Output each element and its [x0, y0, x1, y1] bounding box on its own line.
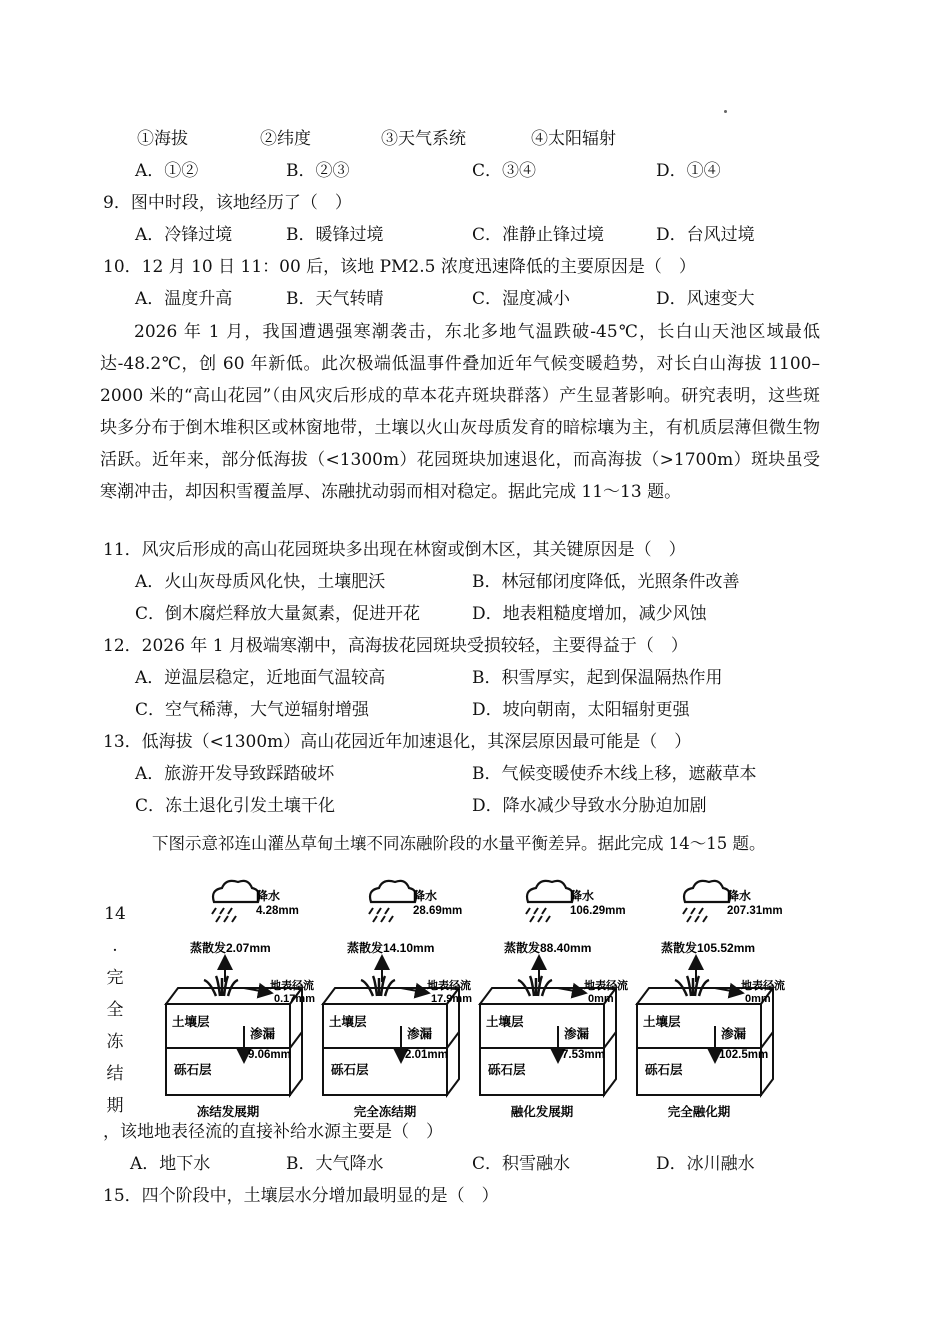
runoff-value: 0mm [745, 993, 771, 1005]
q13-stem: 13．低海拔（<1300m）高山花园近年加速退化，其深层原因最可能是（ ） [103, 732, 692, 752]
panel-2 [323, 881, 472, 1119]
soil-layer-label: 土壤层 [329, 1015, 367, 1029]
q14-stem-char: 冻 [106, 1032, 124, 1052]
passage-text: 2026 年 1 月，我国遭遇强寒潮袭击，东北多地气温跌破-45℃，长白山天池区域最低达-48.2℃，创 60 年新低。此次极端低温事件叠加近年气候变暖趋势，对长白山海拔 1100–2000 米的“高山花园”（由风灾后形成的草本花卉斑块群落）产生显著影响。研究表明，这些斑块多分布于倒木堆积区或林窗地带，土壤以火山灰母质发育的暗棕壤为主，有机质层薄但微生物活跃。近年来，部分低海拔（<1300m）花园斑块加速退化，而高海拔（>1700m）斑块虽受寒潮冲击，却因积雪覆盖厚、冻融扰动弱而相对稳定。据此完成 11～13 题。 [100, 322, 820, 502]
panel-4 [637, 881, 785, 1119]
precip-label: 降水 [570, 889, 595, 903]
runoff-value: 0.17mm [274, 993, 315, 1005]
rain-icon [687, 916, 691, 922]
q8-factor: ④太阳辐射 [531, 129, 616, 149]
q12-option-d[interactable]: D．坡向朝南，太阳辐射更强 [472, 700, 690, 720]
precip-value: 207.31mm [727, 905, 783, 917]
q13-option-d[interactable]: D．降水减少导致水分胁迫加剧 [472, 796, 707, 816]
runoff-label: 地表径流 [427, 980, 471, 992]
q9-option-c[interactable]: C．准静止锋过境 [472, 225, 605, 245]
q14-stem: ，该地地表径流的直接补给水源主要是（ ） [103, 1122, 443, 1142]
rain-icon [220, 908, 224, 914]
rain-icon [212, 908, 216, 914]
evap-value: 蒸散发14.10mm [347, 941, 435, 955]
runoff-label: 地表径流 [741, 980, 785, 992]
q10-option-a[interactable]: A．温度升高 [135, 289, 233, 309]
seepage-value: 7.53mm [562, 1049, 605, 1061]
rain-icon [538, 916, 542, 922]
cloud-icon [684, 881, 730, 902]
rain-icon [377, 908, 381, 914]
rain-icon [389, 916, 393, 922]
q11-option-c[interactable]: C．倒木腐烂释放大量氮素，促进开花 [135, 604, 421, 624]
q8-option-c[interactable]: C．③④ [472, 161, 537, 181]
q12-stem: 12．2026 年 1 月极端寒潮中，高海拔花园斑块受损较轻，主要得益于（ ） [103, 636, 688, 656]
rain-icon [530, 916, 534, 922]
q14-stem-char: 期 [106, 1096, 124, 1116]
rain-icon [224, 916, 228, 922]
rain-icon [699, 908, 703, 914]
q13-option-a[interactable]: A．旅游开发导致踩踏破坏 [135, 764, 335, 784]
runoff-value: 17.9mm [431, 993, 472, 1005]
reading-passage [100, 316, 820, 508]
runoff-label: 地表径流 [270, 980, 314, 992]
precip-value: 28.69mm [413, 905, 463, 917]
q10-stem: 10．12 月 10 日 11：00 后，该地 PM2.5 浓度迅速降低的主要原因是（ ） [103, 257, 696, 277]
seepage-value: 9.06mm [248, 1049, 291, 1061]
rain-icon [373, 916, 377, 922]
q9-option-d[interactable]: D．台风过境 [656, 225, 755, 245]
q8-option-d[interactable]: D．①④ [656, 161, 721, 181]
seepage-label: 渗漏 [407, 1027, 433, 1041]
q9-stem: 9．图中时段，该地经历了（ ） [103, 193, 352, 213]
runoff-value: 0mm [588, 993, 614, 1005]
q9-option-b[interactable]: B．暖锋过境 [286, 225, 384, 245]
q10-option-c[interactable]: C．湿度减小 [472, 289, 571, 309]
q8-option-a[interactable]: A．①② [135, 161, 199, 181]
q12-option-b[interactable]: B．积雪厚实，起到保温隔热作用 [472, 668, 723, 688]
q10-option-d[interactable]: D．风速变大 [656, 289, 755, 309]
gravel-layer-label: 砾石层 [488, 1063, 526, 1077]
q13-option-c[interactable]: C．冻土退化引发土壤干化 [135, 796, 336, 816]
q14-stem-char: 全 [106, 1000, 124, 1020]
soil-layer-label: 土壤层 [172, 1015, 210, 1029]
rain-icon [228, 908, 232, 914]
q8-factor: ②纬度 [260, 129, 311, 149]
rain-icon [546, 916, 550, 922]
rain-icon [369, 908, 373, 914]
gravel-layer-label: 砾石层 [174, 1063, 212, 1077]
q14-stem-char: . [112, 936, 118, 956]
soil-layer-label: 土壤层 [643, 1015, 681, 1029]
precip-label: 降水 [413, 889, 438, 903]
soil-layer-label: 土壤层 [486, 1015, 524, 1029]
precip-label: 降水 [256, 889, 281, 903]
rain-icon [526, 908, 530, 914]
stage-caption: 冻结发展期 [196, 1105, 260, 1119]
intro-14-15: 下图示意祁连山灌丛草甸土壤不同冻融阶段的水量平衡差异。据此完成 14～15 题。 [152, 834, 766, 853]
stage-caption: 融化发展期 [510, 1105, 574, 1119]
panel-1 [166, 881, 315, 1119]
gravel-layer-label: 砾石层 [331, 1063, 369, 1077]
q14-option-b[interactable]: B．大气降水 [286, 1154, 384, 1174]
q9-option-a[interactable]: A．冷锋过境 [135, 225, 233, 245]
precip-value: 4.28mm [256, 905, 299, 917]
q14-option-a[interactable]: A．地下水 [130, 1154, 211, 1174]
stray-dot [724, 110, 727, 113]
q12-option-a[interactable]: A．逆温层稳定，近地面气温较高 [135, 668, 386, 688]
water-balance-figure [130, 878, 800, 1123]
rain-icon [683, 908, 687, 914]
q11-option-a[interactable]: A．火山灰母质风化快，土壤肥沃 [135, 572, 386, 592]
q11-option-b[interactable]: B．林冠郁闭度降低，光照条件改善 [472, 572, 740, 592]
q10-option-b[interactable]: B．天气转晴 [286, 289, 384, 309]
q14-option-c[interactable]: C．积雪融水 [472, 1154, 571, 1174]
cloud-icon [527, 881, 573, 902]
panel-3 [480, 881, 628, 1119]
seepage-label: 渗漏 [564, 1027, 590, 1041]
q14-stem-char: 结 [106, 1064, 124, 1084]
gravel-layer-label: 砾石层 [645, 1063, 683, 1077]
q8-factor: ③天气系统 [381, 129, 466, 149]
q14-option-d[interactable]: D．冰川融水 [656, 1154, 755, 1174]
rain-icon [534, 908, 538, 914]
q11-option-d[interactable]: D．地表粗糙度增加，减少风蚀 [472, 604, 707, 624]
evap-value: 蒸散发2.07mm [190, 941, 271, 955]
rain-icon [232, 916, 236, 922]
q14-stem-char: 完 [106, 968, 124, 988]
q11-stem: 11．风灾后形成的高山花园斑块多出现在林窗或倒木区，其关键原因是（ ） [103, 540, 686, 560]
stage-caption: 完全冻结期 [353, 1105, 417, 1119]
rain-icon [542, 908, 546, 914]
seepage-value: 102.5mm [719, 1049, 769, 1061]
seepage-value: 2.01mm [405, 1049, 448, 1061]
q14-stem-vertical [103, 898, 127, 1122]
seepage-label: 渗漏 [721, 1027, 747, 1041]
rain-icon [385, 908, 389, 914]
cloud-icon [213, 881, 259, 902]
precip-value: 106.29mm [570, 905, 626, 917]
cloud-icon [370, 881, 416, 902]
rain-icon [691, 908, 695, 914]
q12-option-c[interactable]: C．空气稀薄，大气逆辐射增强 [135, 700, 370, 720]
rain-icon [381, 916, 385, 922]
precip-label: 降水 [727, 889, 752, 903]
q8-option-b[interactable]: B．②③ [286, 161, 350, 181]
rain-icon [703, 916, 707, 922]
evap-value: 蒸散发105.52mm [661, 941, 756, 955]
q14-stem-char: 14 [104, 904, 126, 924]
q13-option-b[interactable]: B．气候变暖使乔木线上移，遮蔽草本 [472, 764, 757, 784]
seepage-label: 渗漏 [250, 1027, 276, 1041]
q8-factor: ①海拔 [137, 129, 188, 149]
stage-caption: 完全融化期 [667, 1105, 731, 1119]
evap-value: 蒸散发88.40mm [504, 941, 592, 955]
runoff-label: 地表径流 [584, 980, 628, 992]
rain-icon [216, 916, 220, 922]
q15-stem: 15．四个阶段中，土壤层水分增加最明显的是（ ） [103, 1186, 499, 1206]
rain-icon [695, 916, 699, 922]
